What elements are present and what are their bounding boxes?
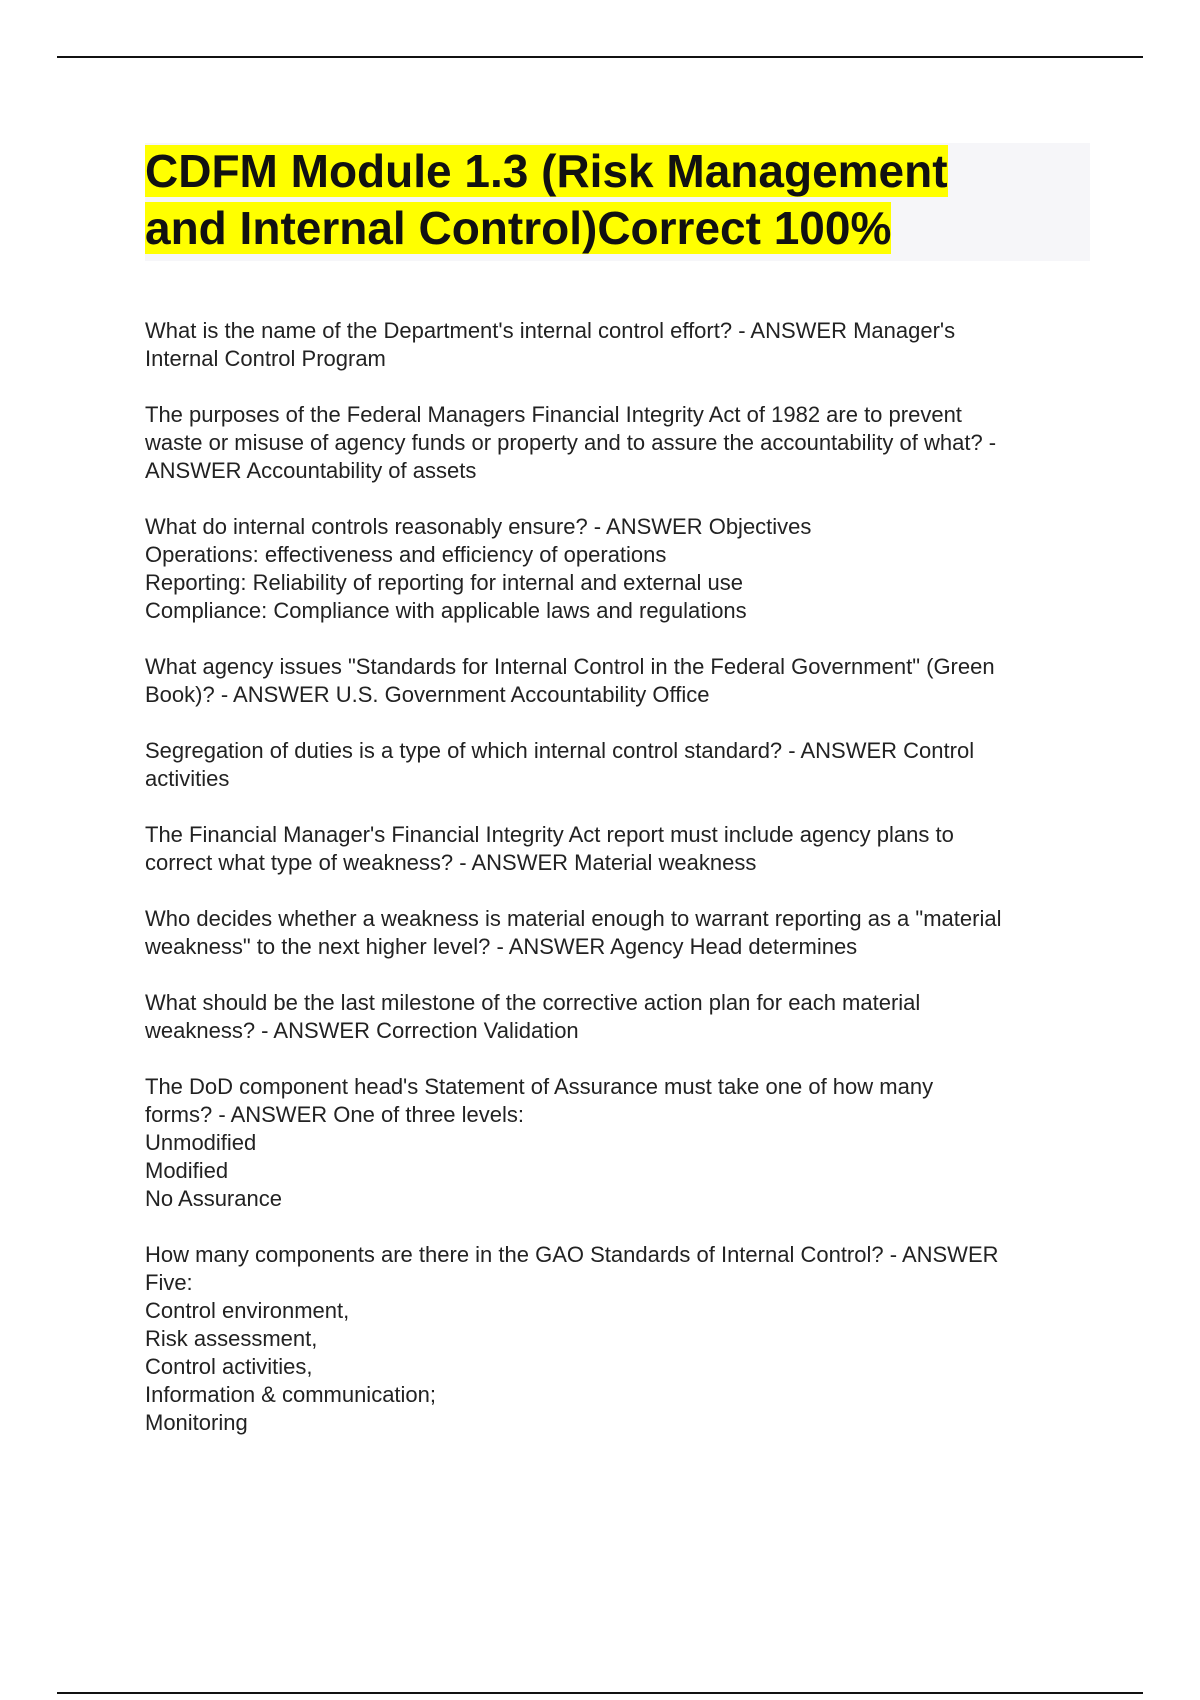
qa-entry-1 (145, 317, 1090, 373)
text-line: Operations: effectiveness and efficiency of operations (145, 542, 667, 567)
text-line: What should be the last milestone of the corrective action plan for each material (145, 990, 921, 1015)
text-line: Who decides whether a weakness is material enough to warrant reporting as a "material (145, 906, 1002, 931)
text-line: No Assurance (145, 1186, 282, 1211)
text-line: weakness? - ANSWER Correction Validation (145, 1018, 579, 1043)
text-line: Monitoring (145, 1410, 248, 1435)
qa-entry-9 (145, 1073, 1090, 1213)
text-line: Internal Control Program (145, 346, 386, 371)
qa-entry-10 (145, 1241, 1090, 1437)
qa-entry-2 (145, 401, 1090, 485)
text-line: The purposes of the Federal Managers Financial Integrity Act of 1982 are to prevent (145, 402, 962, 427)
text-line: Unmodified (145, 1130, 257, 1155)
text-line: Control activities, (145, 1354, 313, 1379)
text-line: waste or misuse of agency funds or property and to assure the accountability of what? - (145, 430, 997, 455)
text-line: How many components are there in the GAO Standards of Internal Control? - ANSWER (145, 1242, 999, 1267)
top-rule (57, 56, 1143, 58)
qa-entry-5 (145, 737, 1090, 793)
text-line: Reporting: Reliability of reporting for internal and external use (145, 570, 743, 595)
qa-entry-7 (145, 905, 1090, 961)
qa-entry-4 (145, 653, 1090, 709)
text-line: Segregation of duties is a type of which internal control standard? - ANSWER Control (145, 738, 975, 763)
text-line: What do internal controls reasonably ensure? - ANSWER Objectives (145, 514, 812, 539)
title-line-2: and Internal Control)Correct 100% (145, 202, 892, 254)
bottom-rule (57, 1692, 1143, 1694)
text-line: weakness" to the next higher level? - ANSWER Agency Head determines (145, 934, 858, 959)
text-line: What agency issues "Standards for Internal Control in the Federal Government" (Green (145, 654, 995, 679)
text-line: correct what type of weakness? - ANSWER Material weakness (145, 850, 757, 875)
text-line: Five: (145, 1270, 193, 1295)
text-line: ANSWER Accountability of assets (145, 458, 477, 483)
title-line-1: CDFM Module 1.3 (Risk Management (145, 145, 948, 197)
document-body (145, 143, 1090, 1465)
document-title (145, 143, 1090, 257)
text-line: Compliance: Compliance with applicable laws and regulations (145, 598, 747, 623)
qa-entry-6 (145, 821, 1090, 877)
qa-entry-3 (145, 513, 1090, 625)
text-line: Risk assessment, (145, 1326, 318, 1351)
text-line: Book)? - ANSWER U.S. Government Accountability Office (145, 682, 710, 707)
text-line: What is the name of the Department's internal control effort? - ANSWER Manager's (145, 318, 956, 343)
text-line: Modified (145, 1158, 229, 1183)
text-line: The DoD component head's Statement of Assurance must take one of how many (145, 1074, 934, 1099)
text-line: activities (145, 766, 230, 791)
title-block (145, 143, 1090, 261)
qa-entry-8 (145, 989, 1090, 1045)
text-line: Information & communication; (145, 1382, 437, 1407)
text-line: Control environment, (145, 1298, 350, 1323)
text-line: The Financial Manager's Financial Integrity Act report must include agency plans to (145, 822, 954, 847)
text-line: forms? - ANSWER One of three levels: (145, 1102, 525, 1127)
